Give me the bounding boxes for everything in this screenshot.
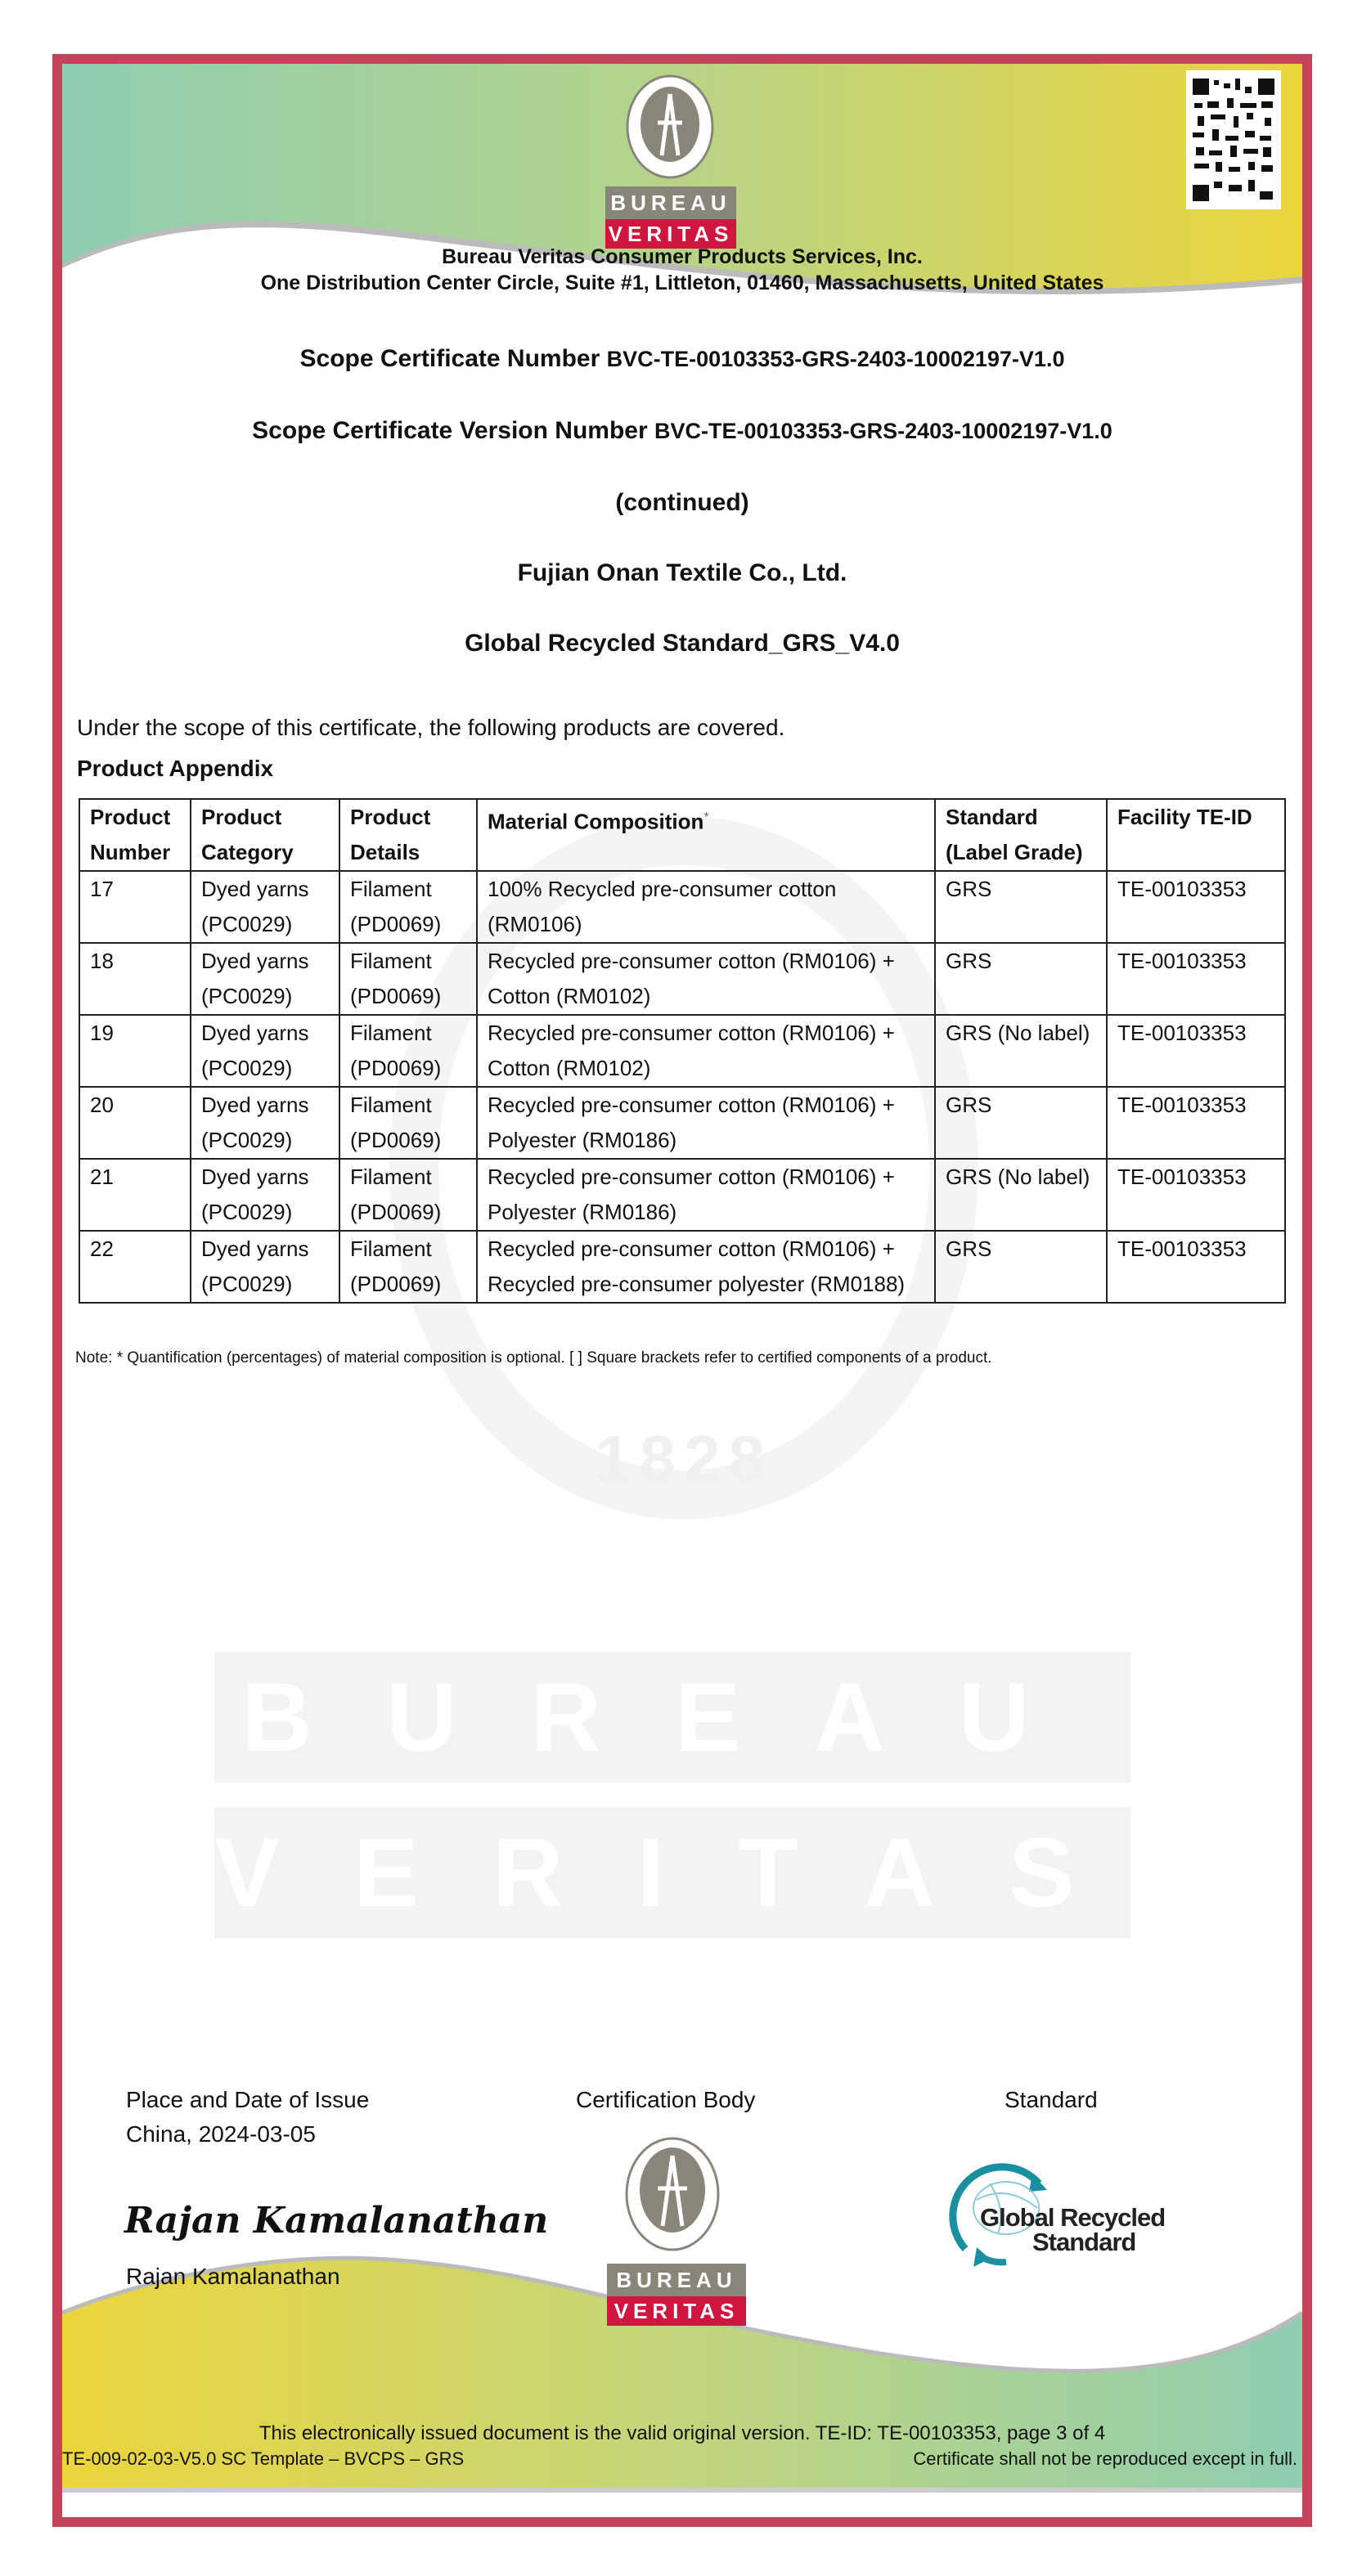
logo-bureau-text: BUREAU: [607, 2264, 746, 2296]
cell-standard: GRS: [935, 871, 1107, 943]
qr-code-icon: [1186, 70, 1281, 209]
scope-certificate-version: [62, 417, 1302, 445]
logo-veritas-text: VERITAS: [605, 219, 736, 249]
version-label: Scope Certificate Version Number: [252, 417, 648, 444]
cell-product-category: Dyed yarns (PC0029): [191, 871, 339, 943]
cell-product-category: Dyed yarns (PC0029): [191, 1015, 339, 1087]
col-product-details: Product Details: [339, 799, 477, 871]
place-date-label: Place and Date of Issue: [126, 2087, 370, 2112]
col-product-number: Product Number: [79, 799, 191, 871]
watermark-bureau: BUREAU: [214, 1652, 1130, 1783]
cell-product-category: Dyed yarns (PC0029): [191, 1159, 339, 1231]
cell-facility-id: TE-00103353: [1107, 1015, 1285, 1087]
cell-standard: GRS (No label): [935, 1159, 1107, 1231]
cell-product-details: Filament (PD0069): [339, 1015, 477, 1087]
global-recycled-standard-logo: [941, 2159, 1202, 2273]
cell-product-category: Dyed yarns (PC0029): [191, 1231, 339, 1303]
asterisk: *: [703, 810, 709, 824]
material-composition-label: Material Composition: [488, 809, 704, 834]
cell-material-composition: Recycled pre-consumer cotton (RM0106) + Polyester (RM0186): [477, 1159, 935, 1231]
cell-facility-id: TE-00103353: [1107, 943, 1285, 1015]
reproduction-notice: Certificate shall not be reproduced except in full.: [913, 2448, 1297, 2469]
cell-standard: GRS (No label): [935, 1015, 1107, 1087]
certificate-holder: Fujian Onan Textile Co., Ltd.: [517, 559, 847, 586]
cell-facility-id: TE-00103353: [1107, 1159, 1285, 1231]
continued-label: (continued): [615, 489, 749, 516]
logo-veritas-text: VERITAS: [607, 2296, 746, 2326]
cell-product-number: 20: [79, 1087, 191, 1159]
cell-product-number: 19: [79, 1015, 191, 1087]
qr-code[interactable]: [1186, 70, 1281, 209]
col-facility-id: Facility TE-ID: [1107, 799, 1285, 871]
col-standard: Standard (Label Grade): [935, 799, 1107, 871]
cell-product-details: Filament (PD0069): [339, 943, 477, 1015]
scope-number-value: BVC-TE-00103353-GRS-2403-10002197-V1.0: [606, 347, 1065, 371]
certified-standard: Global Recycled Standard_GRS_V4.0: [465, 630, 900, 657]
signature: Rajan Kamalanathan: [124, 2200, 549, 2242]
standard-label: Standard: [1005, 2087, 1098, 2112]
cell-facility-id: TE-00103353: [1107, 1087, 1285, 1159]
cell-standard: GRS: [935, 1087, 1107, 1159]
certification-body-label: Certification Body: [576, 2087, 756, 2112]
template-id: TE-009-02-03-V5.0 SC Template – BVCPS – GRS: [62, 2448, 465, 2469]
cell-product-number: 17: [79, 871, 191, 943]
col-material-composition: [477, 799, 935, 871]
grs-logo-line1: Global Recycled: [980, 2203, 1166, 2232]
bureau-veritas-seal-icon: [625, 74, 715, 180]
issuer-company: Bureau Veritas Consumer Products Services, Inc.: [442, 245, 923, 268]
cell-product-number: 22: [79, 1231, 191, 1303]
cell-product-details: Filament (PD0069): [339, 1159, 477, 1231]
cell-product-number: 18: [79, 943, 191, 1015]
cell-facility-id: TE-00103353: [1107, 871, 1285, 943]
version-value: BVC-TE-00103353-GRS-2403-10002197-V1.0: [654, 419, 1113, 443]
issuer-address: One Distribution Center Circle, Suite #1, Littleton, 01460, Massachusetts, United States: [260, 272, 1104, 294]
certificate-page: [52, 54, 1312, 2527]
grs-logo-line2: Standard: [1032, 2228, 1136, 2256]
cell-material-composition: Recycled pre-consumer cotton (RM0106) + Polyester (RM0186): [477, 1087, 935, 1159]
scope-intro: Under the scope of this certificate, the following products are covered.: [77, 715, 785, 740]
cell-product-details: Filament (PD0069): [339, 1231, 477, 1303]
cell-product-details: Filament (PD0069): [339, 871, 477, 943]
composition-note: Note: * Quantification (percentages) of material composition is optional. [ ] Square brackets refer to certified components of a product.: [75, 1349, 992, 1367]
cell-standard: GRS: [935, 1231, 1107, 1303]
table-header-row: [79, 799, 1285, 871]
table-row: [79, 1015, 1285, 1087]
product-appendix-title: Product Appendix: [77, 756, 274, 781]
table-row: [79, 1087, 1285, 1159]
signer-name: Rajan Kamalanathan: [126, 2264, 340, 2289]
logo-bureau-text: BUREAU: [605, 186, 736, 219]
scope-certificate-number: [62, 345, 1302, 373]
col-product-category: Product Category: [191, 799, 339, 871]
product-appendix-table: [79, 798, 1286, 1304]
validity-statement: This electronically issued document is the valid original version. TE-ID: TE-00103353, page 3 of 4: [258, 2422, 1106, 2444]
cell-material-composition: Recycled pre-consumer cotton (RM0106) + Cotton (RM0102): [477, 943, 935, 1015]
table-row: [79, 943, 1285, 1015]
cell-product-number: 21: [79, 1159, 191, 1231]
table-row: [79, 1231, 1285, 1303]
scope-number-label: Scope Certificate Number: [299, 345, 600, 372]
cell-product-category: Dyed yarns (PC0029): [191, 943, 339, 1015]
watermark-year: 1828: [595, 1422, 773, 1495]
cell-material-composition: 100% Recycled pre-consumer cotton (RM0106): [477, 871, 935, 943]
table-row: [79, 871, 1285, 943]
bureau-veritas-seal-icon: [623, 2136, 721, 2252]
place-date-value: China, 2024-03-05: [126, 2121, 316, 2147]
cell-standard: GRS: [935, 943, 1107, 1015]
cell-material-composition: Recycled pre-consumer cotton (RM0106) + Cotton (RM0102): [477, 1015, 935, 1087]
watermark-veritas: VERITAS: [214, 1807, 1130, 1938]
cell-product-category: Dyed yarns (PC0029): [191, 1087, 339, 1159]
cell-facility-id: TE-00103353: [1107, 1231, 1285, 1303]
table-row: [79, 1159, 1285, 1231]
cell-material-composition: Recycled pre-consumer cotton (RM0106) + Recycled pre-consumer polyester (RM0188): [477, 1231, 935, 1303]
cell-product-details: Filament (PD0069): [339, 1087, 477, 1159]
